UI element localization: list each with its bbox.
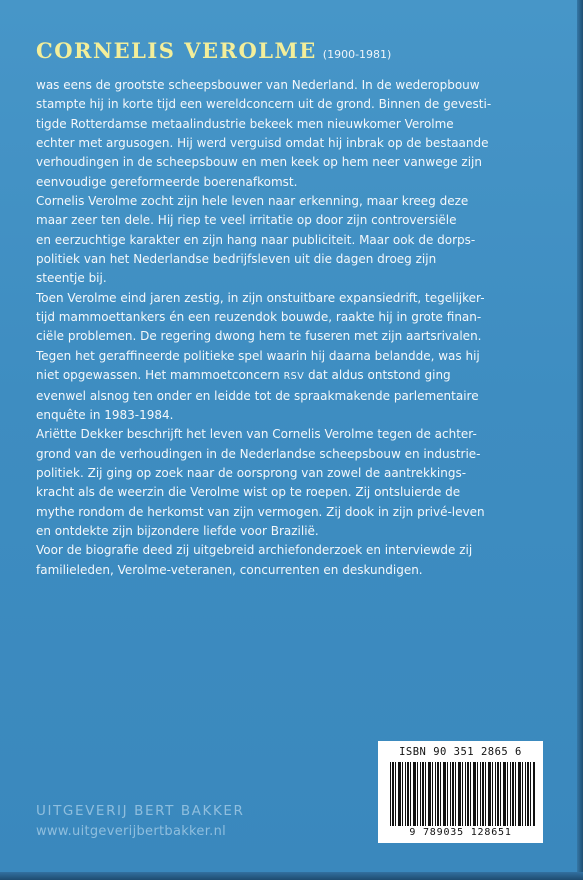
blurb-line: echter met argusogen. Hij werd verguisd omdat hij inbrak op de bestaande [36, 136, 489, 151]
blurb-line: Toen Verolme eind jaren zestig, in zijn onstuitbare expansiedrift, tegelijker- [36, 290, 485, 305]
blurb-line: eenvoudige gereformeerde boerenafkomst. [36, 174, 298, 189]
barcode-bars [390, 762, 535, 826]
blurb-line: grond van de verhoudingen in de Nederlandse scheepsbouw en industrie- [36, 446, 481, 461]
blurb-line: Voor de biografie deed zij uitgebreid archiefonderzoek en interviewde zij [36, 543, 473, 558]
isbn-barcode [378, 741, 543, 843]
blurb-line: steentje bij. [36, 271, 107, 286]
isbn-number: ISBN 90 351 2865 6 [399, 746, 522, 758]
blurb-line: maar zeer ten dele. Hij riep te veel irritatie op door zijn controversiële [36, 213, 457, 228]
blurb-line-part: dat aldus ontstond ging [308, 368, 451, 383]
blurb-text [36, 76, 551, 580]
blurb-line: familieleden, Verolme-veteranen, concurrenten en deskundigen. [36, 562, 423, 577]
blurb-line: tijd mammoettankers én een reuzendok bouwde, raakte hij in grote finan- [36, 310, 482, 325]
blurb-line: was eens de grootste scheepsbouwer van Nederland. In de wederopbouw [36, 78, 480, 92]
blurb-line: Ariëtte Dekker beschrijft het leven van Cornelis Verolme tegen de achter- [36, 427, 477, 442]
blurb-line: Cornelis Verolme zocht zijn hele leven naar erkenning, maar kreeg deze [36, 194, 469, 209]
book-edge-right [577, 0, 583, 880]
rsv-abbreviation: RSV [283, 371, 305, 383]
publisher-website: www.uitgeverijbertbakker.nl [36, 824, 227, 839]
blurb-line: Tegen het geraffineerde politieke spel waarin hij daarna belandde, was hij [36, 348, 480, 363]
blurb-line: ciële problemen. De regering dwong hem te fuseren met zijn aartsrivalen. [36, 329, 482, 344]
blurb-line: en ontdekte zijn bijzondere liefde voor Brazilië. [36, 523, 319, 538]
book-title: CORNELIS VEROLME [36, 38, 317, 63]
blurb-line: enquête in 1983-1984. [36, 407, 174, 422]
blurb-line: stampte hij in korte tijd een wereldconcern uit de grond. Binnen de gevesti- [36, 97, 492, 112]
blurb-line: politiek van het Nederlandse bedrijfsleven uit die dagen droeg zijn [36, 252, 437, 267]
blurb-line: tigde Rotterdamse metaalindustrie bekeek men nieuwkomer Verolme [36, 116, 454, 131]
blurb-line-part: niet opgewassen. Het mammoetconcern [36, 368, 280, 383]
publisher-name: UITGEVERIJ BERT BAKKER [36, 803, 245, 819]
book-edge-bottom [0, 872, 583, 880]
blurb-line: verhoudingen in de scheepsbouw en men keek op hem neer vanwege zijn [36, 155, 482, 170]
title-line [36, 38, 391, 63]
ean-number: 9 789035 128651 [409, 827, 512, 838]
blurb-line: mythe rondom de herkomst van zijn vermogen. Zij dook in zijn privé-leven [36, 504, 485, 519]
blurb-line: en eerzuchtige karakter en zijn hang naar publiciteit. Maar ook de dorps- [36, 232, 476, 247]
blurb-line-rsv [36, 366, 551, 386]
blurb-line: evenwel alsnog ten onder en leidde tot de spraakmakende parlementaire [36, 388, 479, 403]
blurb-line: politiek. Zij ging op zoek naar de oorsprong van zowel de aantrekkings- [36, 465, 467, 480]
life-years: (1900-1981) [322, 48, 392, 61]
blurb-line: kracht als de weerzin die Verolme wist op te roepen. Zij ontsluierde de [36, 485, 461, 500]
